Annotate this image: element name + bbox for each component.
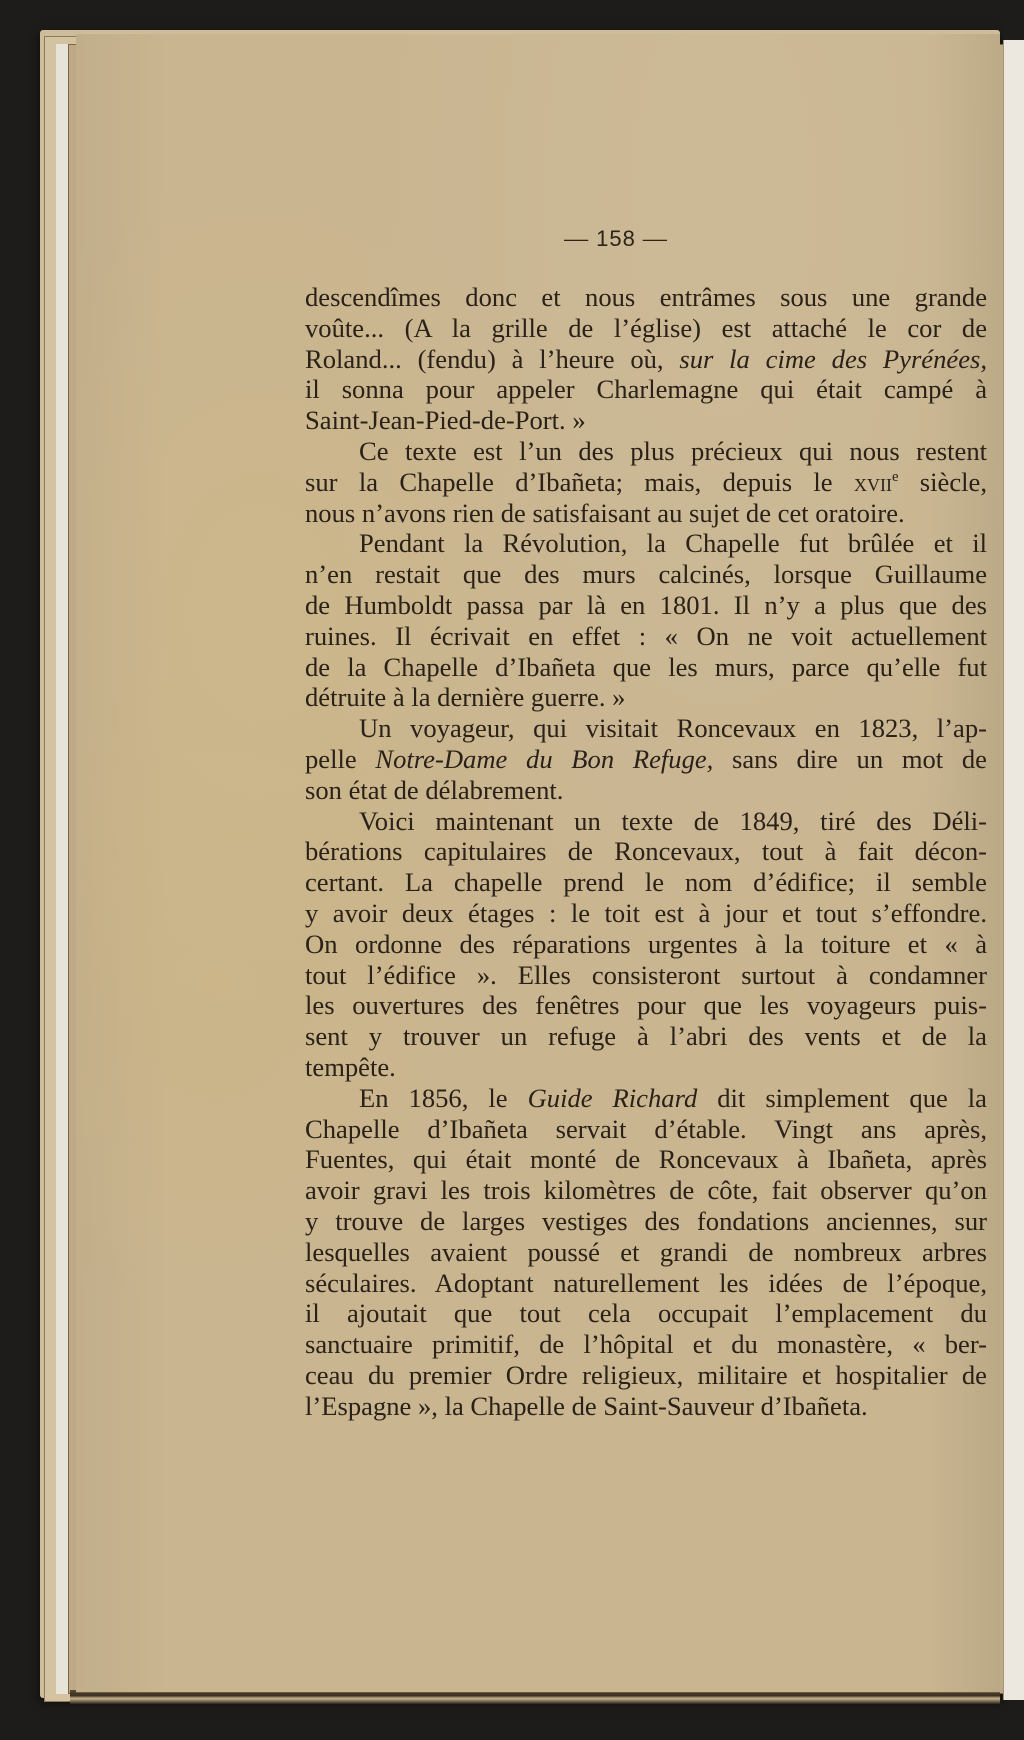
text-line	[305, 929, 987, 960]
text-line	[305, 682, 987, 713]
text-line	[305, 1144, 987, 1175]
text-line-content: certant. La chapelle prend le nom d’édifice; il semble	[305, 867, 987, 898]
text-line-content: sanctuaire primitif, de l’hôpital et du monastère, « ber-	[305, 1329, 987, 1360]
text-line	[305, 344, 987, 375]
text-line	[305, 405, 987, 436]
text-line	[305, 1206, 987, 1237]
text-line-content: détruite à la dernière guerre. »	[305, 682, 626, 713]
text-line-content: Pendant la Révolution, la Chapelle fut brûlée et il	[359, 528, 987, 559]
text-line-content: Chapelle d’Ibañeta servait d’étable. Vingt ans après,	[305, 1113, 987, 1144]
text-line	[305, 282, 987, 313]
text-line-content: l’Espagne », la Chapelle de Saint-Sauveur d’Ibañeta.	[305, 1390, 868, 1421]
text-line-content: Voici maintenant un texte de 1849, tiré des Déli-	[359, 805, 987, 836]
body-text	[305, 282, 987, 1421]
text-line	[305, 1175, 987, 1206]
text-line-content: bérations capitulaires de Roncevaux, tout à fait décon-	[305, 836, 987, 867]
text-segment: pelle	[305, 743, 376, 774]
text-line	[305, 775, 987, 806]
text-line	[305, 374, 987, 405]
text-segment: En 1856, le	[359, 1082, 528, 1113]
facing-page-edge	[1003, 40, 1024, 1700]
text-line	[305, 1298, 987, 1329]
text-line	[305, 1052, 987, 1083]
text-line	[305, 1237, 987, 1268]
text-line	[305, 528, 987, 559]
text-segment: sur la Chapelle d’Ibañeta; mais, depuis le	[305, 466, 854, 497]
text-line	[305, 590, 987, 621]
text-line	[305, 436, 987, 467]
text-line-content: Saint-Jean-Pied-de-Port. »	[305, 405, 586, 436]
text-line-content: de la Chapelle d’Ibañeta que les murs, parce qu’elle fut	[305, 651, 987, 682]
text-line-content: y avoir deux étages : le toit est à jour et tout s’effondre.	[305, 897, 987, 928]
text-line-content: avoir gravi les trois kilomètres de côte, fait observer qu’on	[305, 1175, 987, 1206]
text-line	[305, 1391, 987, 1422]
text-line	[305, 713, 987, 744]
text-line-content: lesquelles avaient poussé et grandi de nombreux arbres	[305, 1236, 987, 1267]
page-number-dash-left: —	[564, 226, 590, 252]
text-line-content: de Humboldt passa par là en 1801. Il n’y a plus que des	[305, 589, 987, 620]
text-segment: sans dire un mot de	[713, 743, 987, 774]
text-line	[305, 867, 987, 898]
italic-title: Guide Richard	[527, 1082, 698, 1113]
text-line	[305, 898, 987, 929]
text-line	[305, 1083, 987, 1114]
text-line	[305, 1360, 987, 1391]
text-segment: Roland... (fendu) à l’heure où,	[305, 343, 680, 374]
text-line	[305, 990, 987, 1021]
text-line	[305, 1268, 987, 1299]
text-line	[305, 1114, 987, 1145]
text-line-content: il sonna pour appeler Charlemagne qui était campé à	[305, 374, 987, 405]
text-line-content: son état de délabrement.	[305, 774, 564, 805]
text-line-content: tempête.	[305, 1051, 396, 1082]
century-numeral: xvii	[853, 468, 892, 497]
superscript: e	[891, 468, 899, 485]
text-line	[305, 836, 987, 867]
page-number-dash-right: —	[642, 226, 668, 252]
page-stack-white-edge	[56, 44, 68, 1694]
text-line-content: voûte... (A la grille de l’église) est attaché le cor de	[305, 312, 987, 343]
page-number	[0, 226, 1024, 253]
text-line	[305, 621, 987, 652]
text-line	[305, 806, 987, 837]
page-number-value: 158	[596, 226, 636, 251]
text-line-content: tout l’édifice ». Elles consisteront surtout à condamner	[305, 959, 987, 990]
italic-title: sur la cime des Pyrénées,	[679, 343, 987, 374]
text-line	[305, 467, 987, 498]
text-line-content: sent y trouver un refuge à l’abri des vents et de la	[305, 1021, 987, 1052]
text-line	[305, 744, 987, 775]
text-line-content: y trouve de larges vestiges des fondations anciennes, sur	[305, 1205, 987, 1236]
text-line	[305, 1021, 987, 1052]
text-line-content: Un voyageur, qui visitait Roncevaux en 1823, l’ap-	[359, 713, 987, 744]
text-line	[305, 1329, 987, 1360]
text-line-content: les ouvertures des fenêtres pour que les voyageurs puis-	[305, 990, 987, 1021]
text-line	[305, 498, 987, 529]
text-segment: dit simplement que la	[697, 1082, 987, 1113]
text-line-content: nous n’avons rien de satisfaisant au sujet de cet oratoire.	[305, 497, 905, 528]
background-corner	[1003, 0, 1024, 40]
text-line	[305, 559, 987, 590]
text-line-content: ceau du premier Ordre religieux, militaire et hospitalier de	[305, 1359, 987, 1390]
text-line	[305, 313, 987, 344]
text-line-content: Fuentes, qui était monté de Roncevaux à Ibañeta, après	[305, 1144, 987, 1175]
text-line	[305, 960, 987, 991]
italic-title: Notre-Dame du Bon Refuge,	[375, 743, 714, 774]
text-line-content: descendîmes donc et nous entrâmes sous une grande	[305, 282, 987, 312]
text-line-content: n’en restait que des murs calcinés, lorsque Guillaume	[305, 559, 987, 590]
text-line-content: On ordonne des réparations urgentes à la toiture et « à	[305, 928, 987, 959]
text-line-content: Ce texte est l’un des plus précieux qui nous restent	[359, 435, 987, 466]
text-line-content: séculaires. Adoptant naturellement les idées de l’époque,	[305, 1267, 987, 1298]
text-line	[305, 652, 987, 683]
text-segment: siècle,	[898, 466, 987, 497]
text-line-content: il ajoutait que tout cela occupait l’emplacement du	[305, 1298, 987, 1329]
text-line-content: ruines. Il écrivait en effet : « On ne voit actuellement	[305, 620, 987, 651]
